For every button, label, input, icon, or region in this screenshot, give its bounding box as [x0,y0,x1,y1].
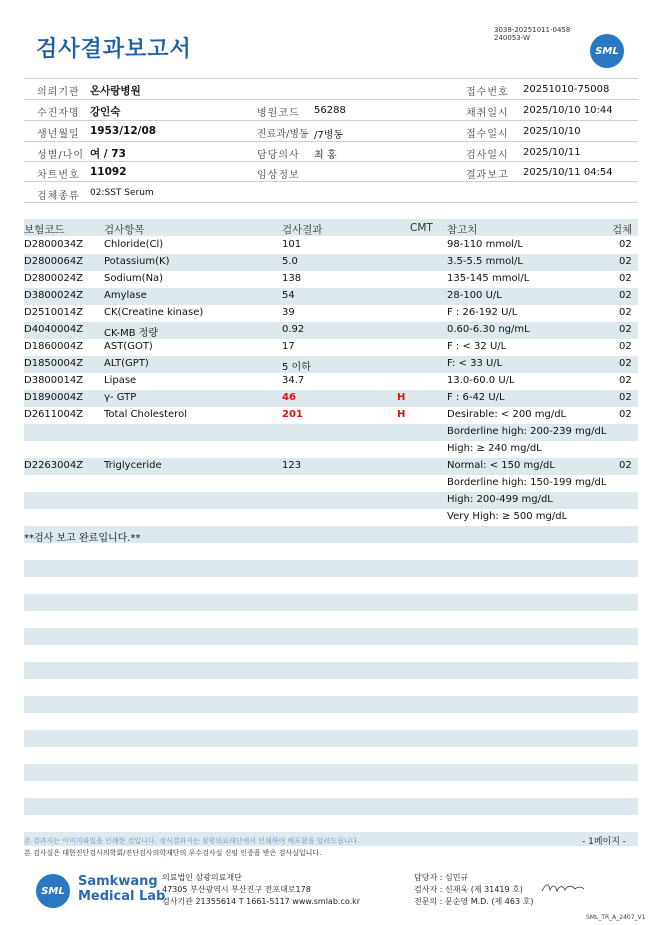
divider [24,78,638,79]
cell-item: Total Cholesterol [104,409,187,420]
cell-spec: 02 [619,341,632,352]
cell-ref: Desirable: < 200 mg/dL [447,409,567,420]
cell-item: ALT(GPT) [104,358,149,369]
collect-value: 2025/10/10 10:44 [523,105,613,116]
cell-ref: 135-145 mmol/L [447,273,530,284]
divider [24,161,638,162]
cell-result: 39 [282,307,295,318]
col-cmt-header: CMT [410,222,433,234]
col-item-header: 검사항목 [104,224,145,236]
collect-label: 채취일시 [466,108,509,119]
cell-result: 46 [282,392,296,403]
org-contact: 검사기관 21355614 T 1661-5117 www.smlab.co.kr [162,897,361,906]
cell-ref: Borderline high: 200-239 mg/dL [447,426,607,437]
receipt-date-value: 2025/10/10 [523,126,581,137]
cell-code: D2611004Z [24,409,84,420]
cell-code: D2263004Z [24,460,84,471]
cell-result: 101 [282,239,302,250]
receipt-no-value: 20251010-75008 [523,84,610,95]
cell-spec: 02 [619,375,632,386]
cell-ref: 98-110 mmol/L [447,239,523,250]
cell-ref: F : < 32 U/L [447,341,507,352]
patient-label: 수진자명 [37,108,80,119]
chart-label: 차트번호 [37,170,80,181]
cell-ref: 13.0-60.0 U/L [447,375,515,386]
cell-item: Amylase [104,290,147,301]
col-ref-header: 참고치 [447,224,478,236]
report-value: 2025/10/11 04:54 [523,167,613,178]
cell-spec: 02 [619,290,632,301]
divider [24,120,638,121]
cell-code: D3800024Z [24,290,84,301]
cell-ref: F : 6-42 U/L [447,392,505,403]
cell-spec: 02 [619,409,632,420]
cell-result: 5.0 [282,256,298,267]
dob-label: 생년월일 [37,129,80,140]
specimen-value: 02:SST Serum [90,188,154,198]
doctor-label: 담당의사 [257,150,300,161]
divider [24,202,638,203]
page-number: - 1페이지 - [582,837,627,847]
org-address: 47305 부산광역시 부산진구 전포대로178 [162,885,311,894]
hospital-code-label: 병원코드 [257,108,300,119]
empty-row-band [24,730,638,747]
empty-row-band [24,764,638,781]
lab-name-line-2: Medical Lab [78,889,166,904]
staff-specialist: 전문의 : 문순영 M.D. (제 463 호) [414,897,534,906]
cell-spec: 02 [619,307,632,318]
cell-ref: 0.60-6.30 ng/mL [447,324,530,335]
cell-ref: F: < 33 U/L [447,358,503,369]
dob-value: 1953/12/08 [90,125,157,137]
form-code: SML_TR_A_2407_V1 [586,914,646,921]
cell-spec: 02 [619,358,632,369]
hospital-code-value: 56288 [314,105,346,116]
cell-code: D2800034Z [24,239,84,250]
accreditation-notice: 본 검사실은 대한진단검사의학회/진단검사의학재단의 우수검사실 신임 인증을 받은 검사실입니다. [24,849,322,857]
org-name: 의료법인 삼광의료재단 [162,873,242,882]
dept-value: /7병동 [314,130,344,141]
cell-item: Sodium(Na) [104,273,164,284]
cell-result: 0.92 [282,324,305,335]
empty-row-band [24,560,638,577]
cell-code: D2510014Z [24,307,84,318]
cell-ref: Very High: ≥ 500 mg/dL [447,511,568,522]
cell-ref: Normal: < 150 mg/dL [447,460,555,471]
cell-code: D1860004Z [24,341,84,352]
sml-footer-logo: SML [36,874,70,908]
sex-value: 여 / 73 [90,148,126,160]
patient-value: 강인숙 [90,106,121,118]
cell-ref: 28-100 U/L [447,290,502,301]
exam-date-value: 2025/10/11 [523,147,581,158]
completion-note: **검사 보고 완료입니다.** [24,533,141,544]
sex-label: 성별/나이 [37,150,85,161]
cell-ref: High: 200-499 mg/dL [447,494,553,505]
cell-item: Lipase [104,375,137,386]
cell-code: D3800014Z [24,375,84,386]
col-spec-header: 검체 [612,224,633,236]
cell-item: Potassium(K) [104,256,170,267]
cell-item: γ- GTP [104,392,137,403]
doctor-value: 최 홍 [314,150,337,161]
cell-result: 17 [282,341,295,352]
cell-spec: 02 [619,273,632,284]
cell-code: D1850004Z [24,358,84,369]
chart-value: 11092 [90,166,127,178]
report-label: 결과보고 [466,170,509,181]
cell-ref: F : 26-192 U/L [447,307,518,318]
cell-result: 123 [282,460,302,471]
cell-spec: 02 [619,460,632,471]
cell-item: Triglyceride [104,460,162,471]
cell-result: 5 이하 [282,362,311,373]
document-id [494,26,570,42]
empty-row-band [24,594,638,611]
divider [24,141,638,142]
lab-name-line-1: Samkwang [78,874,158,889]
cell-code: D4040004Z [24,324,84,335]
cell-result: 54 [282,290,295,301]
specimen-label: 검체종류 [37,191,80,202]
document-id-line-2: 240053-W [494,34,530,42]
cell-item: Chloride(Cl) [104,239,164,250]
empty-row-band [24,798,638,815]
receipt-no-label: 접수번호 [466,87,509,98]
cell-spec: 02 [619,392,632,403]
cell-item: CK-MB 정량 [104,328,159,339]
hospital-value: 온사랑병원 [90,85,141,97]
cell-item: AST(GOT) [104,341,153,352]
dept-label: 진료과/병동 [257,129,309,140]
receipt-date-label: 접수일시 [466,129,509,140]
divider [24,99,638,100]
cell-spec: 02 [619,256,632,267]
cell-flag: H [397,392,406,403]
clinical-label: 임상정보 [257,170,300,181]
cell-spec: 02 [619,239,632,250]
cell-result: 201 [282,409,303,420]
exam-date-label: 검사일시 [466,150,509,161]
cell-flag: H [397,409,406,420]
signature-icon [540,880,586,896]
lab-name [78,874,165,904]
staff-tester: 검사자 : 신재욱 (제 31419 호) [414,885,523,894]
cell-ref: Borderline high: 150-199 mg/dL [447,477,607,488]
cell-spec: 02 [619,324,632,335]
cell-code: D2800024Z [24,273,84,284]
empty-row-band [24,696,638,713]
empty-row-band [24,662,638,679]
cell-ref: 3.5-5.5 mmol/L [447,256,523,267]
cell-result: 138 [282,273,302,284]
cell-ref: High: ≥ 240 mg/dL [447,443,542,454]
col-result-header: 검사결과 [282,224,323,236]
divider [24,181,638,182]
cell-result: 34.7 [282,375,305,386]
image-notice: 본 결과지는 이미지파일을 인쇄한 것입니다. 정식결과지는 삼광의료재단에서 인쇄하여 배포함을 알려드립니다. [24,837,360,845]
col-code-header: 보험코드 [24,224,65,236]
empty-row-band [24,628,638,645]
cell-item: CK(Creatine kinase) [104,307,204,318]
hospital-label: 의뢰기관 [37,87,80,98]
cell-code: D1890004Z [24,392,84,403]
page-title: 검사결과보고서 [36,37,192,62]
document-id-line-1: 3038-20251011-0458 [494,26,571,34]
staff-manager: 담당자 : 심민규 [414,873,469,882]
cell-code: D2800064Z [24,256,84,267]
sml-logo: SML [590,34,624,68]
